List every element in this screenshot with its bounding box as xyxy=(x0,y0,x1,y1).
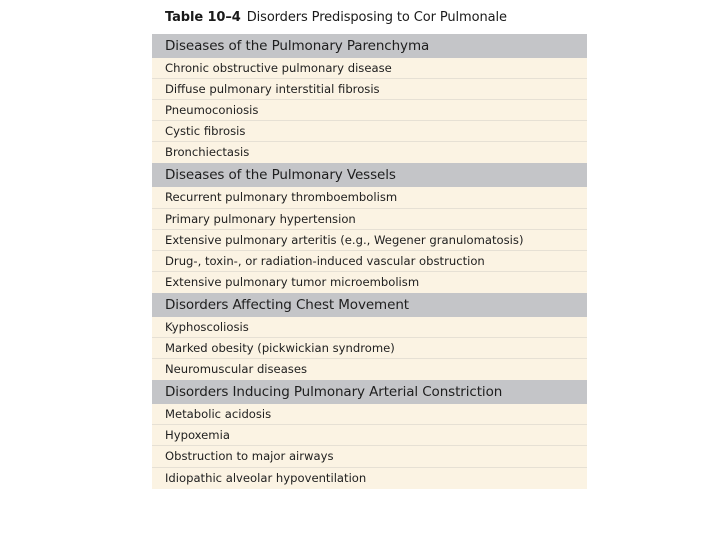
table-row: Cystic fibrosis xyxy=(152,121,587,142)
table-caption: Disorders Predisposing to Cor Pulmonale xyxy=(246,10,507,25)
table-row: Recurrent pulmonary thromboembolism xyxy=(152,187,587,208)
section-header: Diseases of the Pulmonary Parenchyma xyxy=(152,34,587,58)
section-header: Diseases of the Pulmonary Vessels xyxy=(152,163,587,187)
table-row: Extensive pulmonary tumor microembolism xyxy=(152,272,587,293)
section-header: Disorders Inducing Pulmonary Arterial Constriction xyxy=(152,380,587,404)
section-chest-movement xyxy=(152,293,587,380)
table-row: Primary pulmonary hypertension xyxy=(152,209,587,230)
table-row: Idiopathic alveolar hypoventilation xyxy=(152,468,587,489)
section-arterial-constriction xyxy=(152,380,587,488)
table-row: Metabolic acidosis xyxy=(152,404,587,425)
table-row: Obstruction to major airways xyxy=(152,446,587,467)
table-row: Kyphoscoliosis xyxy=(152,317,587,338)
table-row: Hypoxemia xyxy=(152,425,587,446)
section-header: Disorders Affecting Chest Movement xyxy=(152,293,587,317)
table-row: Extensive pulmonary arteritis (e.g., Wegener granulomatosis) xyxy=(152,230,587,251)
disorders-table xyxy=(152,34,587,489)
table-row: Chronic obstructive pulmonary disease xyxy=(152,58,587,79)
section-pulmonary-vessels xyxy=(152,163,587,292)
table-row: Neuromuscular diseases xyxy=(152,359,587,380)
table-row: Pneumoconiosis xyxy=(152,100,587,121)
table-row: Marked obesity (pickwickian syndrome) xyxy=(152,338,587,359)
table-row: Drug-, toxin-, or radiation-induced vascular obstruction xyxy=(152,251,587,272)
section-pulmonary-parenchyma xyxy=(152,34,587,163)
table-row: Diffuse pulmonary interstitial fibrosis xyxy=(152,79,587,100)
table-row: Bronchiectasis xyxy=(152,142,587,163)
table-title xyxy=(165,10,507,25)
table-number: Table 10–4 xyxy=(165,10,241,25)
